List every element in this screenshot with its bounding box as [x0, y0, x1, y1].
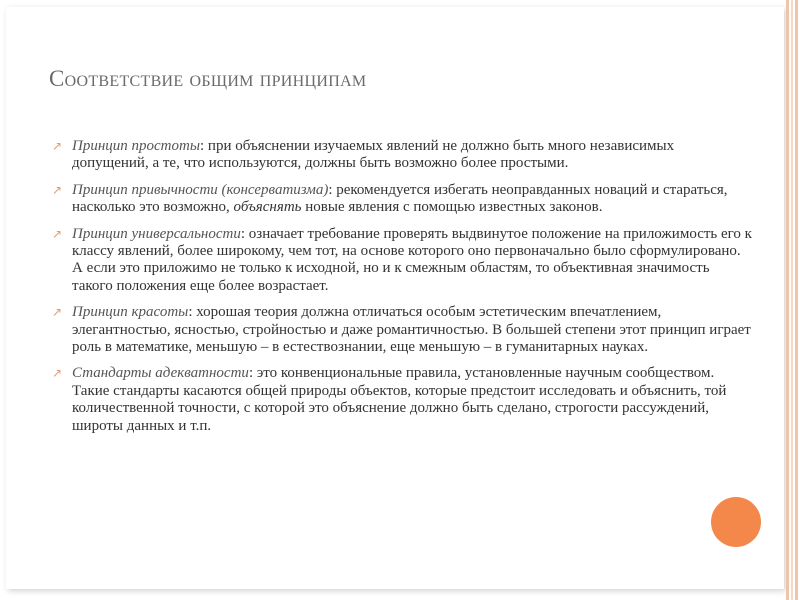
principle-term: Принцип простоты [72, 138, 201, 154]
decorative-circle [711, 497, 761, 547]
bullet-list [52, 138, 752, 444]
bullet-arrow-icon: ↗ [52, 305, 63, 320]
principle-term: Принцип универсальности [72, 225, 241, 242]
principle-emphasis: объяснять [233, 199, 302, 216]
decorative-edge-stripe [795, 0, 798, 600]
principle-text-after: новые явления с помощью известных законов. [301, 199, 603, 216]
principle-text: : при объяснении изучаемых явлений не должно быть много независимых допущений, а те, что используются, должны быть возможно более простыми. [72, 138, 675, 172]
bullet-arrow-icon: ↗ [52, 182, 63, 197]
principle-text: : рекомендуется избегать неоправданных новаций и стараться, насколько это возможно, [72, 181, 728, 216]
principle-term: Принцип красоты [72, 304, 189, 321]
principle-text: : хорошая теория должна отличаться особым эстетическим впечатлением, элегантностью, ясностью, стройностью и даже романтичностью. В большей степени этот принцип играет роль в математике, меньшую – в естествознании, еще меньшую – в гуманитарных науках. [72, 304, 751, 356]
principle-term: Стандарты адекватности [72, 365, 249, 382]
principle-term: Принцип привычности (консерватизма) [72, 181, 329, 198]
list-item [52, 226, 752, 296]
bullet-arrow-icon: ↗ [52, 366, 63, 381]
slide-title: Соответствие общим принципам [49, 66, 367, 91]
principle-text: : означает требование проверять выдвинутое положение на приложимость его к классу явлений, более широкому, чем тот, на основе которого оно первоначально было сформулировано. А если это приложимо не только к исходной, но и к смежным областям, то объективная значимость такого положения еще более возрастает. [72, 225, 752, 294]
list-item [52, 182, 752, 217]
bullet-arrow-icon: ↗ [52, 226, 63, 241]
principle-text: : это конвенциональные правила, установленные научным сообществом. Такие стандарты касаются общей природы объектов, которые предстоит исследовать и объяснить, той количественной точности, с которой это объяснение должно быть сделано, строгости рассуждений, широты данных и т.п. [72, 365, 727, 434]
list-item [52, 304, 752, 356]
decorative-edge-stripe [791, 0, 793, 600]
decorative-edge-stripe [786, 0, 789, 600]
bullet-arrow-icon: ↗ [52, 139, 63, 153]
list-item [52, 365, 752, 435]
list-item [52, 138, 752, 173]
